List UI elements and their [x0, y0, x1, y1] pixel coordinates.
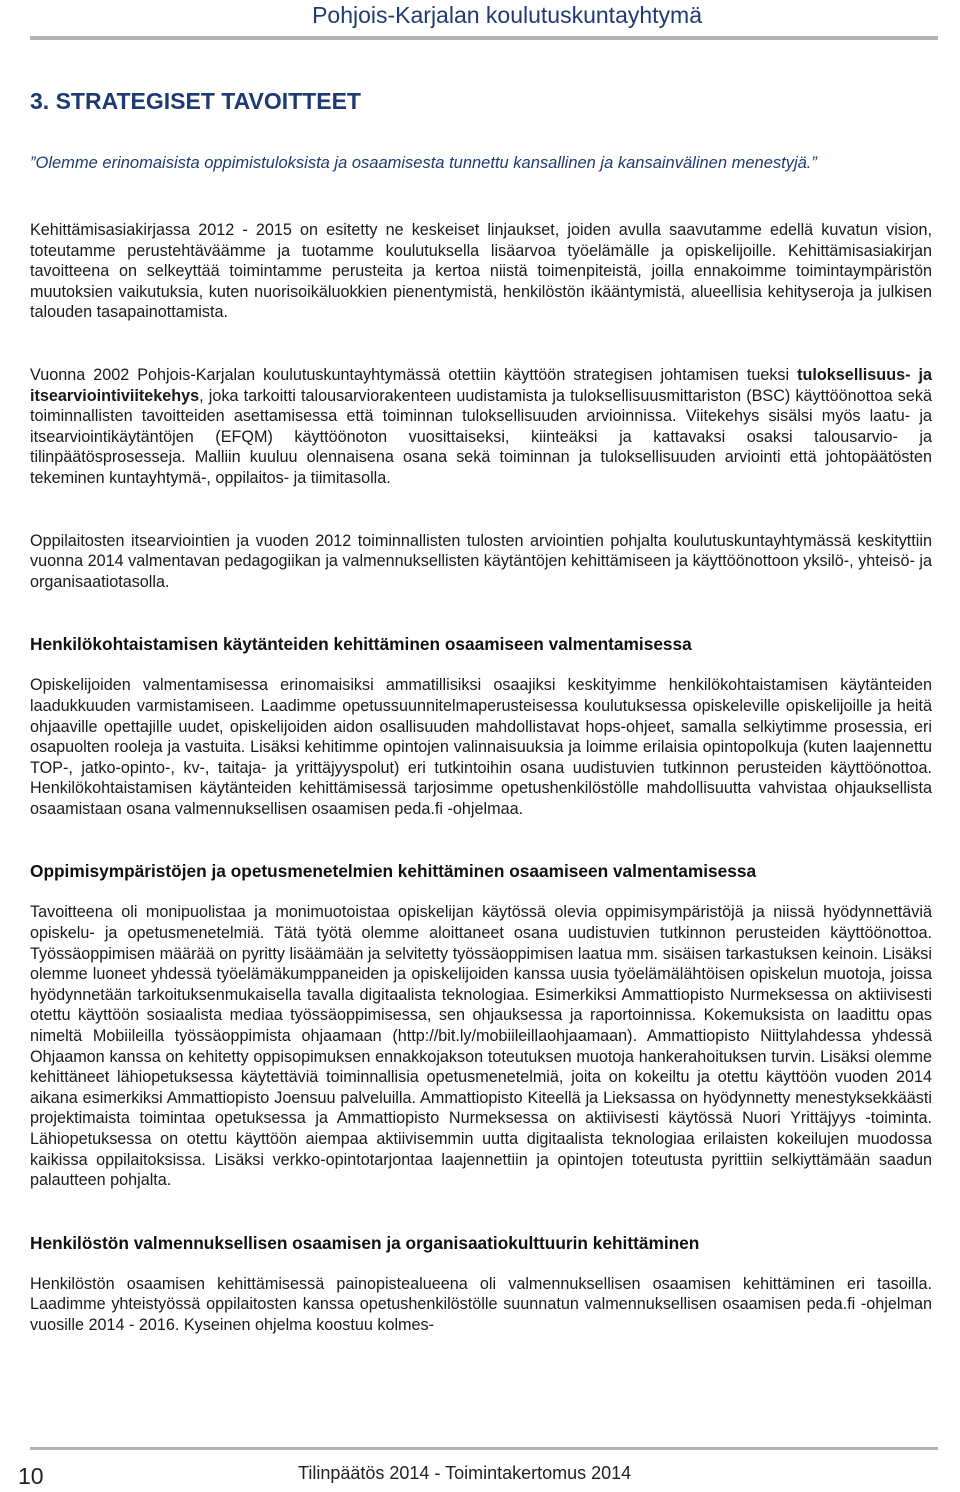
header-divider — [30, 36, 938, 40]
focus-paragraph: Oppilaitosten itsearviointien ja vuoden 2012 toiminnallisten tulosten arviointien pohjalta koulutuskuntayhtymässä keskityttiin vuonna 2014 valmentavan pedagogiikan ja valmennuksellisten käytäntöjen kehittämiseen ja käyttöönottoon yksilö-, yhteisö- ja organisaatiotasolla. — [30, 531, 932, 591]
subsection-text-personalisation: Opiskelijoiden valmentamisessa erinomaisiksi ammatillisiksi osaajiksi keskityimme henkilökohtaistamisen käytänteiden laadukkuuden varmistamiseen. Laadimme opetussuunnitelmaperusteisessa koulutuksessa opiskeleville opiskelijoille ja heitä ohjaaville opettajille uudet, opiskelijoiden aidon osallisuuden mahdollistavat hops-ohjeet, samalla selkiytimme prosessia, eri osapuolten rooleja ja vastuita. Lisäksi kehitimme opintojen valinnaisuuksia ja loimme erilaisia opintopolkuja (kuten laajennettu TOP-, jatko-opinto-, kv-, taitaja- ja yrittäjyyspolut) eri tutkintoihin osana uudistuvien tutkinnon perusteiden käyttöönottoa. Henkilökohtaistamisen käytänteiden kehittämisessä tarjosimme opetushenkilöstölle mahdollisuutta vahvistaa ohjauksellista osaamistaan osana valmennuksellisen osaamisen peda.fi -ohjelmaa. — [30, 676, 932, 818]
subsection-text-staff-coaching: Henkilöstön osaamisen kehittämisessä painopistealueena oli valmennuksellisen osaamisen kehittäminen eri tasoilla. Laadimme yhteistyössä oppilaitosten kanssa opetushenkilöstölle suunnatun valmennuksellisen osaamisen peda.fi -ohjelman vuosille 2014 - 2016. Kyseinen ohjelma koostuu kolmes- — [30, 1274, 932, 1334]
framework-text-a: Vuonna 2002 Pohjois-Karjalan koulutuskuntayhtymässä otettiin käyttöön strategisen johtamisen tueksi — [30, 365, 798, 384]
intro-paragraph: Kehittämisasiakirjassa 2012 - 2015 on esitetty ne keskeiset linjaukset, joiden avulla saavutamme edellä kuvatun vision, toteutamme perustehtäväämme ja tuotamme koulutuksella lisäarvoa työelämälle ja opiskelijoille. Kehittämisasiakirjan tavoitteena on selkeyttää toimintamme perusteita ja kertoa niistä toimenpiteistä, joilla ennakoimme toimintaympäristön muutoksien vaikutuksia, kuten nuorisoikäluokkien pienentymistä, henkilöstön ikääntymistä, alueellisia kehityseroja ja julkisen talouden tasapainottamista. — [30, 221, 932, 322]
subsection-heading-personalisation: Henkilökohtaistamisen käytänteiden kehittäminen osaamiseen valmentamisessa — [30, 634, 692, 655]
header-org-name: Pohjois-Karjalan koulutuskuntayhtymä — [312, 2, 702, 28]
page-number: 10 — [18, 1463, 44, 1489]
subsection-heading-learning-environments: Oppimisympäristöjen ja opetusmenetelmien kehittäminen osaamiseen valmentamisessa — [30, 861, 757, 882]
section-title: 3. STRATEGISET TAVOITTEET — [30, 88, 361, 114]
main-content — [30, 220, 932, 1336]
framework-bold-term: tuloksellisuus- ja itsearviointiviitekehys — [30, 365, 932, 405]
subsection-heading-staff-coaching: Henkilöstön valmennuksellisen osaamisen ja organisaatiokulttuurin kehittäminen — [30, 1232, 700, 1253]
vision-quote: ”Olemme erinomaisista oppimistuloksista ja osaamisesta tunnettu kansallinen ja kansainvälinen menestyjä.” — [30, 154, 817, 172]
subsection-text-learning-environments: Tavoitteena oli monipuolistaa ja monimuotoistaa opiskelijan käytössä olevia oppimisympäristöjä ja niissä hyödynnettäviä opiskelu- ja opetusmenetelmiä. Tätä työtä olemme aloittaneet osana uudistuvien tutkinnon perusteiden käyttöönottoa. Työssäoppimisen määrää on pyritty lisäämään ja selvitetty työssäoppimisen laatua mm. sisäisen tarkastuksen keinoin. Lisäksi olemme luoneet yhdessä työelämäkumppaneiden ja opiskelijoiden kanssa uusia työelämälähtöisen opiskelun muotoja, joissa hyödynnetään tarkoituksenmukaisella tavalla digitaalista teknologiaa. Esimerkiksi Ammattiopisto Nurmeksessa on aktiivisesti otettu käyttöön sosiaalista mediaa työssäoppimisessa, sen ohjauksessa ja raportoinnissa. Kokemuksista on laadittu opas nimeltä Mobiileilla työssäoppimista ohjaamaan (http://bit.ly/mobiileillaohjaamaan). Ammattiopisto Niittylahdessa yhdessä Ohjaamon kanssa on kehitetty oppisopimuksen ennakkojakson toteutuksen muotoja hankerahoituksen turvin. Lisäksi olemme kehittäneet lähiopetuksessa käytettäviä toiminnallisia opetusmenetelmiä, joita on kokeiltu ja otettu käyttöön vuoden 2014 aikana esimerkiksi Ammattiopisto Joensuu palveluilla. Ammattiopisto Kiteellä ja Lieksassa on hyödynnetty menestyksekkäästi projektimaista toimintaa opetuksessa ja Ammattiopisto Nurmeksessa on aktiivisesti käytössä Nuori Yrittäjyys -toiminta. Lähiopetuksessa on otettu käyttöön aiempaa aktiivisemmin uutta digitaalista teknologiaa erilaisten kokeilujen muodossa kaikissa oppilaitoksissa. Lisäksi verkko-opintotarjontaa laajennettiin ja opintojen toteutusta pyrittiin selkiyttämään saadun palautteen pohjalta. — [30, 903, 932, 1190]
framework-text-b: , joka tarkoitti talousarviorakenteen uudistamista ja tuloksellisuusmittariston (BSC) käyttöönottoa sekä toiminnallisten tavoitteiden asettamisessa että toiminnan tuloksellisuuden arvioinnissa. Viitekehys sisälsi myös laatu- ja itsearviointikäytäntöjen (EFQM) käyttöönoton vuosittaiseksi, kiinteäksi ja kattavaksi osaksi talousarvio- ja tilinpäätösprosesseja. Malliin kuuluu olennaisena osana sekä toiminnan ja tuloksellisuuden arviointi että johtopäätösten tekeminen kuntayhtymä-, oppilaitos- ja tiimitasolla. — [30, 386, 932, 487]
footer-title: Tilinpäätös 2014 - Toimintakertomus 2014 — [298, 1463, 632, 1483]
footer-divider — [30, 1447, 938, 1450]
framework-paragraph — [30, 365, 932, 489]
